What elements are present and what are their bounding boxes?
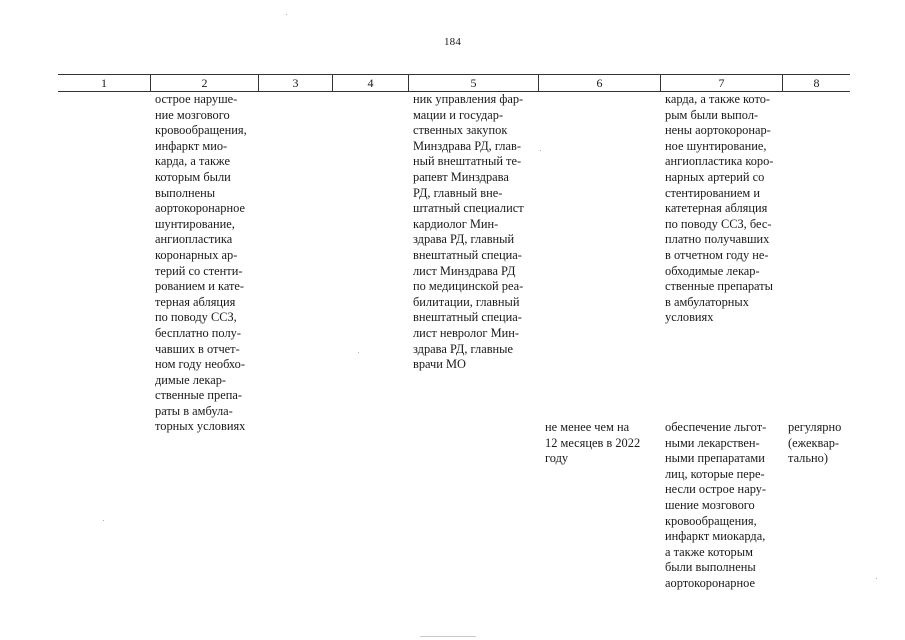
scan-speck <box>286 14 287 15</box>
scan-speck <box>540 150 541 151</box>
table-header-row <box>58 74 850 92</box>
row1-col7-text: карда, а также кото- рым были выпол- нены аортокоронар- ное шунтирование, ангиопластика коро- нарных артерий со стентированием и катетерная абляция по поводу ССЗ, бес- платно получавших в отчетном году не- обходимые лекар- ственные препараты в амбулаторных условиях <box>665 92 774 325</box>
row2-col8-text: регулярно (ежеквар- тально) <box>788 420 842 466</box>
header-cell-1: 1 <box>101 76 107 90</box>
scan-speck <box>103 520 104 521</box>
header-cell-2: 2 <box>150 75 258 91</box>
row1-col2-text: острое наруше- ние мозгового кровообращения, инфаркт мио- карда, а также которым были выполнены аортокоронарное шунтирование, ангиопластика коронарных ар- терий со стенти- рованием и кате- терная абляция по поводу ССЗ, бесплатно полу- чавших в отчет- ном году необхо- димые лекар- ственные препа- раты в амбула- торных условиях <box>155 92 247 434</box>
scan-speck <box>876 578 877 579</box>
header-cell-6: 6 <box>538 75 660 91</box>
header-cell-8: 8 <box>782 75 850 91</box>
header-cell-4: 4 <box>332 75 408 91</box>
header-cell-5: 5 <box>408 75 538 91</box>
row1-col5-text: ник управления фар- мации и государ- ственных закупок Минздрава РД, глав- ный внештатный те- рапевт Минздрава РД, главный вне- штатный специалист кардиолог Мин- здрава РД, главный внештатный специа- лист Минздрава РД по медицинской реа- билитации, главный внештатный специа- лист невролог Мин- здрава РД, главные врачи МО <box>413 92 524 372</box>
scan-speck <box>358 352 359 353</box>
row2-col6-text: не менее чем на 12 месяцев в 2022 году <box>545 420 641 466</box>
scan-artifact-line <box>420 636 476 637</box>
header-cell-7: 7 <box>660 75 782 91</box>
header-cell-3: 3 <box>258 75 332 91</box>
row2-col7-text: обеспечение льгот- ными лекарствен- ными препаратами лиц, которые пере- несли острое нару- шение мозгового кровообращения, инфаркт миокарда, а также которым были выполнены аортокоронарное <box>665 420 767 590</box>
page-number: 184 <box>443 36 462 48</box>
